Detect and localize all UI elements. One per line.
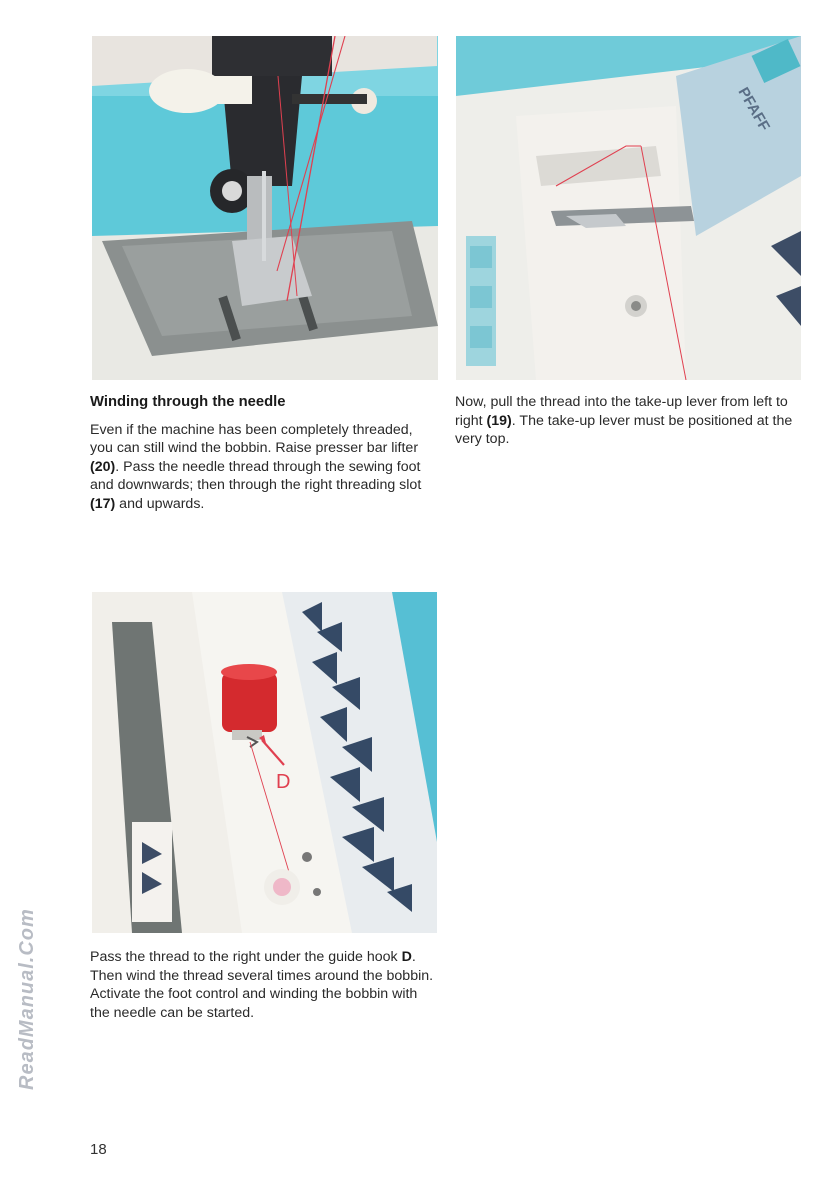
winding-through-needle-section [90, 393, 435, 514]
section-heading: Winding through the needle [90, 394, 286, 410]
guide-hook-section [90, 948, 435, 1022]
take-up-instructions [455, 393, 800, 449]
winding-instructions [90, 421, 435, 514]
take-up-lever-photo [456, 36, 801, 380]
ref-guide-hook: D [401, 949, 412, 965]
text-run: . The take-up lever must be positioned at the very top. [455, 412, 793, 448]
text-run: Pass the thread to the right under the guide hook [90, 949, 402, 965]
text-run: . Then wind the thread several times around the bobbin. Activate the foot control and winding the bobbin with the needle can be started. [90, 949, 434, 1021]
needle-threading-photo [92, 36, 438, 380]
take-up-lever-section [455, 393, 800, 449]
text-run: . Pass the needle thread through the sewing foot and downwards; then through the right threading slot [90, 458, 422, 494]
watermark: ReadManual.Com [16, 908, 38, 1090]
ref-presser-bar-lifter: (20) [90, 458, 116, 475]
page-number: 18 [90, 1141, 107, 1158]
pfaff-logo: PFAFF [734, 84, 774, 135]
text-run: Now, pull the thread into the take-up lever from left to right [455, 394, 788, 429]
guide-hook-callout: D [276, 771, 291, 793]
text-run: and upwards. [115, 495, 205, 512]
ref-take-up-lever: (19) [486, 412, 512, 429]
text-run: Even if the machine has been completely threaded, you can still wind the bobbin. Raise presser bar lifter [90, 421, 419, 457]
guide-hook-instructions [90, 948, 435, 1022]
guide-hook-photo [92, 592, 437, 933]
ref-threading-slot: (17) [90, 495, 116, 512]
